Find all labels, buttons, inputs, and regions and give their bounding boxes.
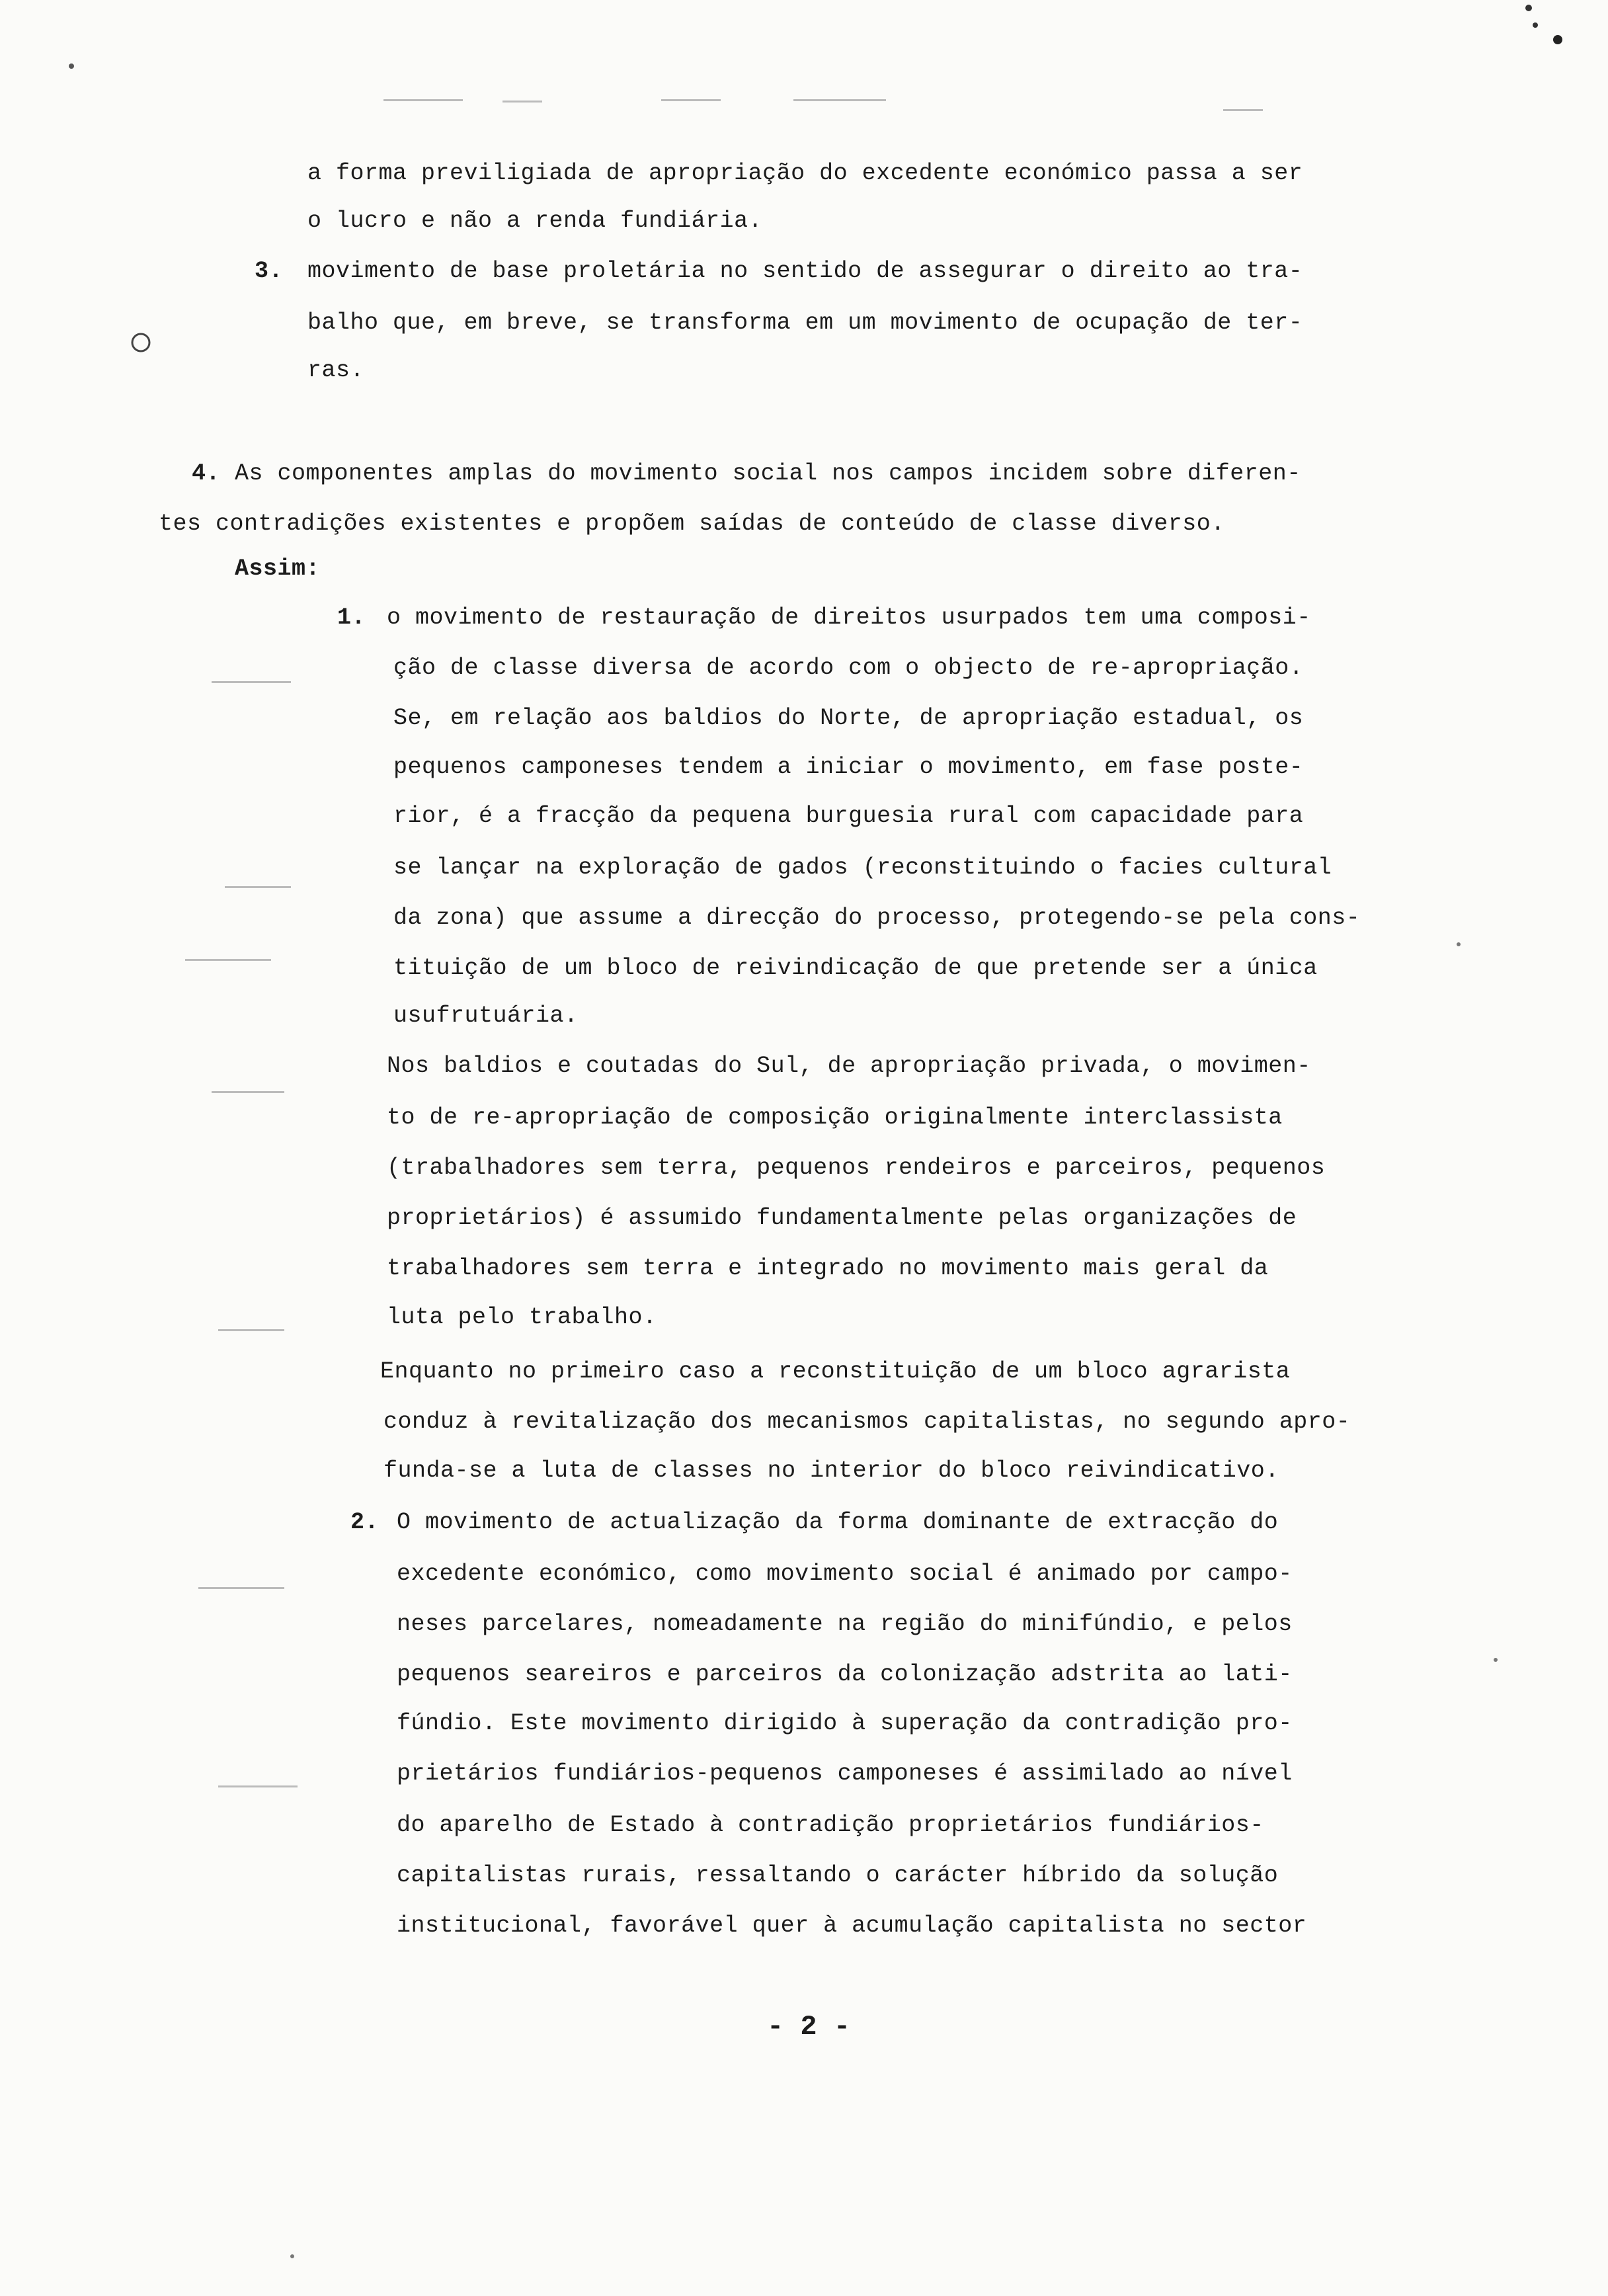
sub-item-2-line: pequenos seareiros e parceiros da colonização adstrita ao lati- [397,1661,1293,1688]
sub-item-1-line: (trabalhadores sem terra, pequenos rendeiros e parceiros, pequenos [387,1155,1326,1181]
sub-item-1-number: 1. [337,604,366,631]
sub-item-2-line: O movimento de actualização da forma dominante de extracção do [397,1509,1279,1536]
sub-item-2-line: fúndio. Este movimento dirigido à superação da contradição pro- [397,1710,1293,1737]
sub-item-1-line: da zona) que assume a direcção do processo, protegendo-se pela cons- [393,905,1361,931]
sub-item-1-line: luta pelo trabalho. [387,1304,657,1331]
sub-item-1-line: o movimento de restauração de direitos usurpados tem uma composi- [387,604,1311,631]
intro-line: o lucro e não a renda fundiária. [307,208,763,234]
sub-item-1-line: Enquanto no primeiro caso a reconstituição de um bloco agrarista [380,1358,1291,1385]
sub-item-1-line: conduz à revitalização dos mecanismos capitalistas, no segundo apro- [383,1409,1351,1435]
sub-item-2-line: do aparelho de Estado à contradição proprietários fundiários- [397,1812,1264,1838]
sub-item-2-line: neses parcelares, nomeadamente na região do minifúndio, e pelos [397,1611,1293,1637]
item-3-line: movimento de base proletária no sentido de assegurar o direito ao tra- [307,258,1303,284]
item-3-line: ras. [307,357,365,384]
section-4-number: 4. [192,460,221,487]
item-3-number: 3. [255,258,284,284]
sub-item-2-line: prietários fundiários-pequenos camponeses é assimilado ao nível [397,1760,1293,1787]
sub-item-1-line: ção de classe diversa de acordo com o objecto de re-apropriação. [393,655,1304,681]
sub-item-1-line: rior, é a fracção da pequena burguesia rural com capacidade para [393,803,1304,829]
assim-label: Assim: [235,555,321,582]
sub-item-1-line: funda-se a luta de classes no interior do bloco reivindicativo. [383,1457,1279,1484]
sub-item-1-line: trabalhadores sem terra e integrado no movimento mais geral da [387,1255,1269,1282]
intro-line: a forma previligiada de apropriação do excedente económico passa a ser [307,160,1303,186]
sub-item-2-line: excedente económico, como movimento social é animado por campo- [397,1561,1293,1587]
sub-item-1-line: to de re-apropriação de composição originalmente interclassista [387,1104,1283,1131]
sub-item-1-line: proprietários) é assumido fundamentalmente pelas organizações de [387,1205,1297,1231]
sub-item-1-line: Nos baldios e coutadas do Sul, de apropriação privada, o movimen- [387,1053,1311,1079]
sub-item-2-line: institucional, favorável quer à acumulação capitalista no sector [397,1912,1307,1939]
sub-item-2-line: capitalistas rurais, ressaltando o carácter híbrido da solução [397,1862,1279,1889]
sub-item-1-line: usufrutuária. [393,1003,579,1029]
sub-item-1-line: tituição de um bloco de reivindicação de que pretende ser a única [393,955,1318,981]
sub-item-1-line: se lançar na exploração de gados (reconstituindo o facies cultural [393,854,1332,881]
section-4-line: tes contradições existentes e propõem saídas de conteúdo de classe diverso. [159,511,1225,537]
section-4-line: As componentes amplas do movimento social nos campos incidem sobre diferen- [235,460,1301,487]
sub-item-2-number: 2. [350,1509,380,1536]
sub-item-1-line: pequenos camponeses tendem a iniciar o movimento, em fase poste- [393,754,1304,780]
sub-item-1-line: Se, em relação aos baldios do Norte, de apropriação estadual, os [393,705,1304,731]
page-number: - 2 - [767,2011,851,2043]
item-3-line: balho que, em breve, se transforma em um movimento de ocupação de ter- [307,309,1303,336]
